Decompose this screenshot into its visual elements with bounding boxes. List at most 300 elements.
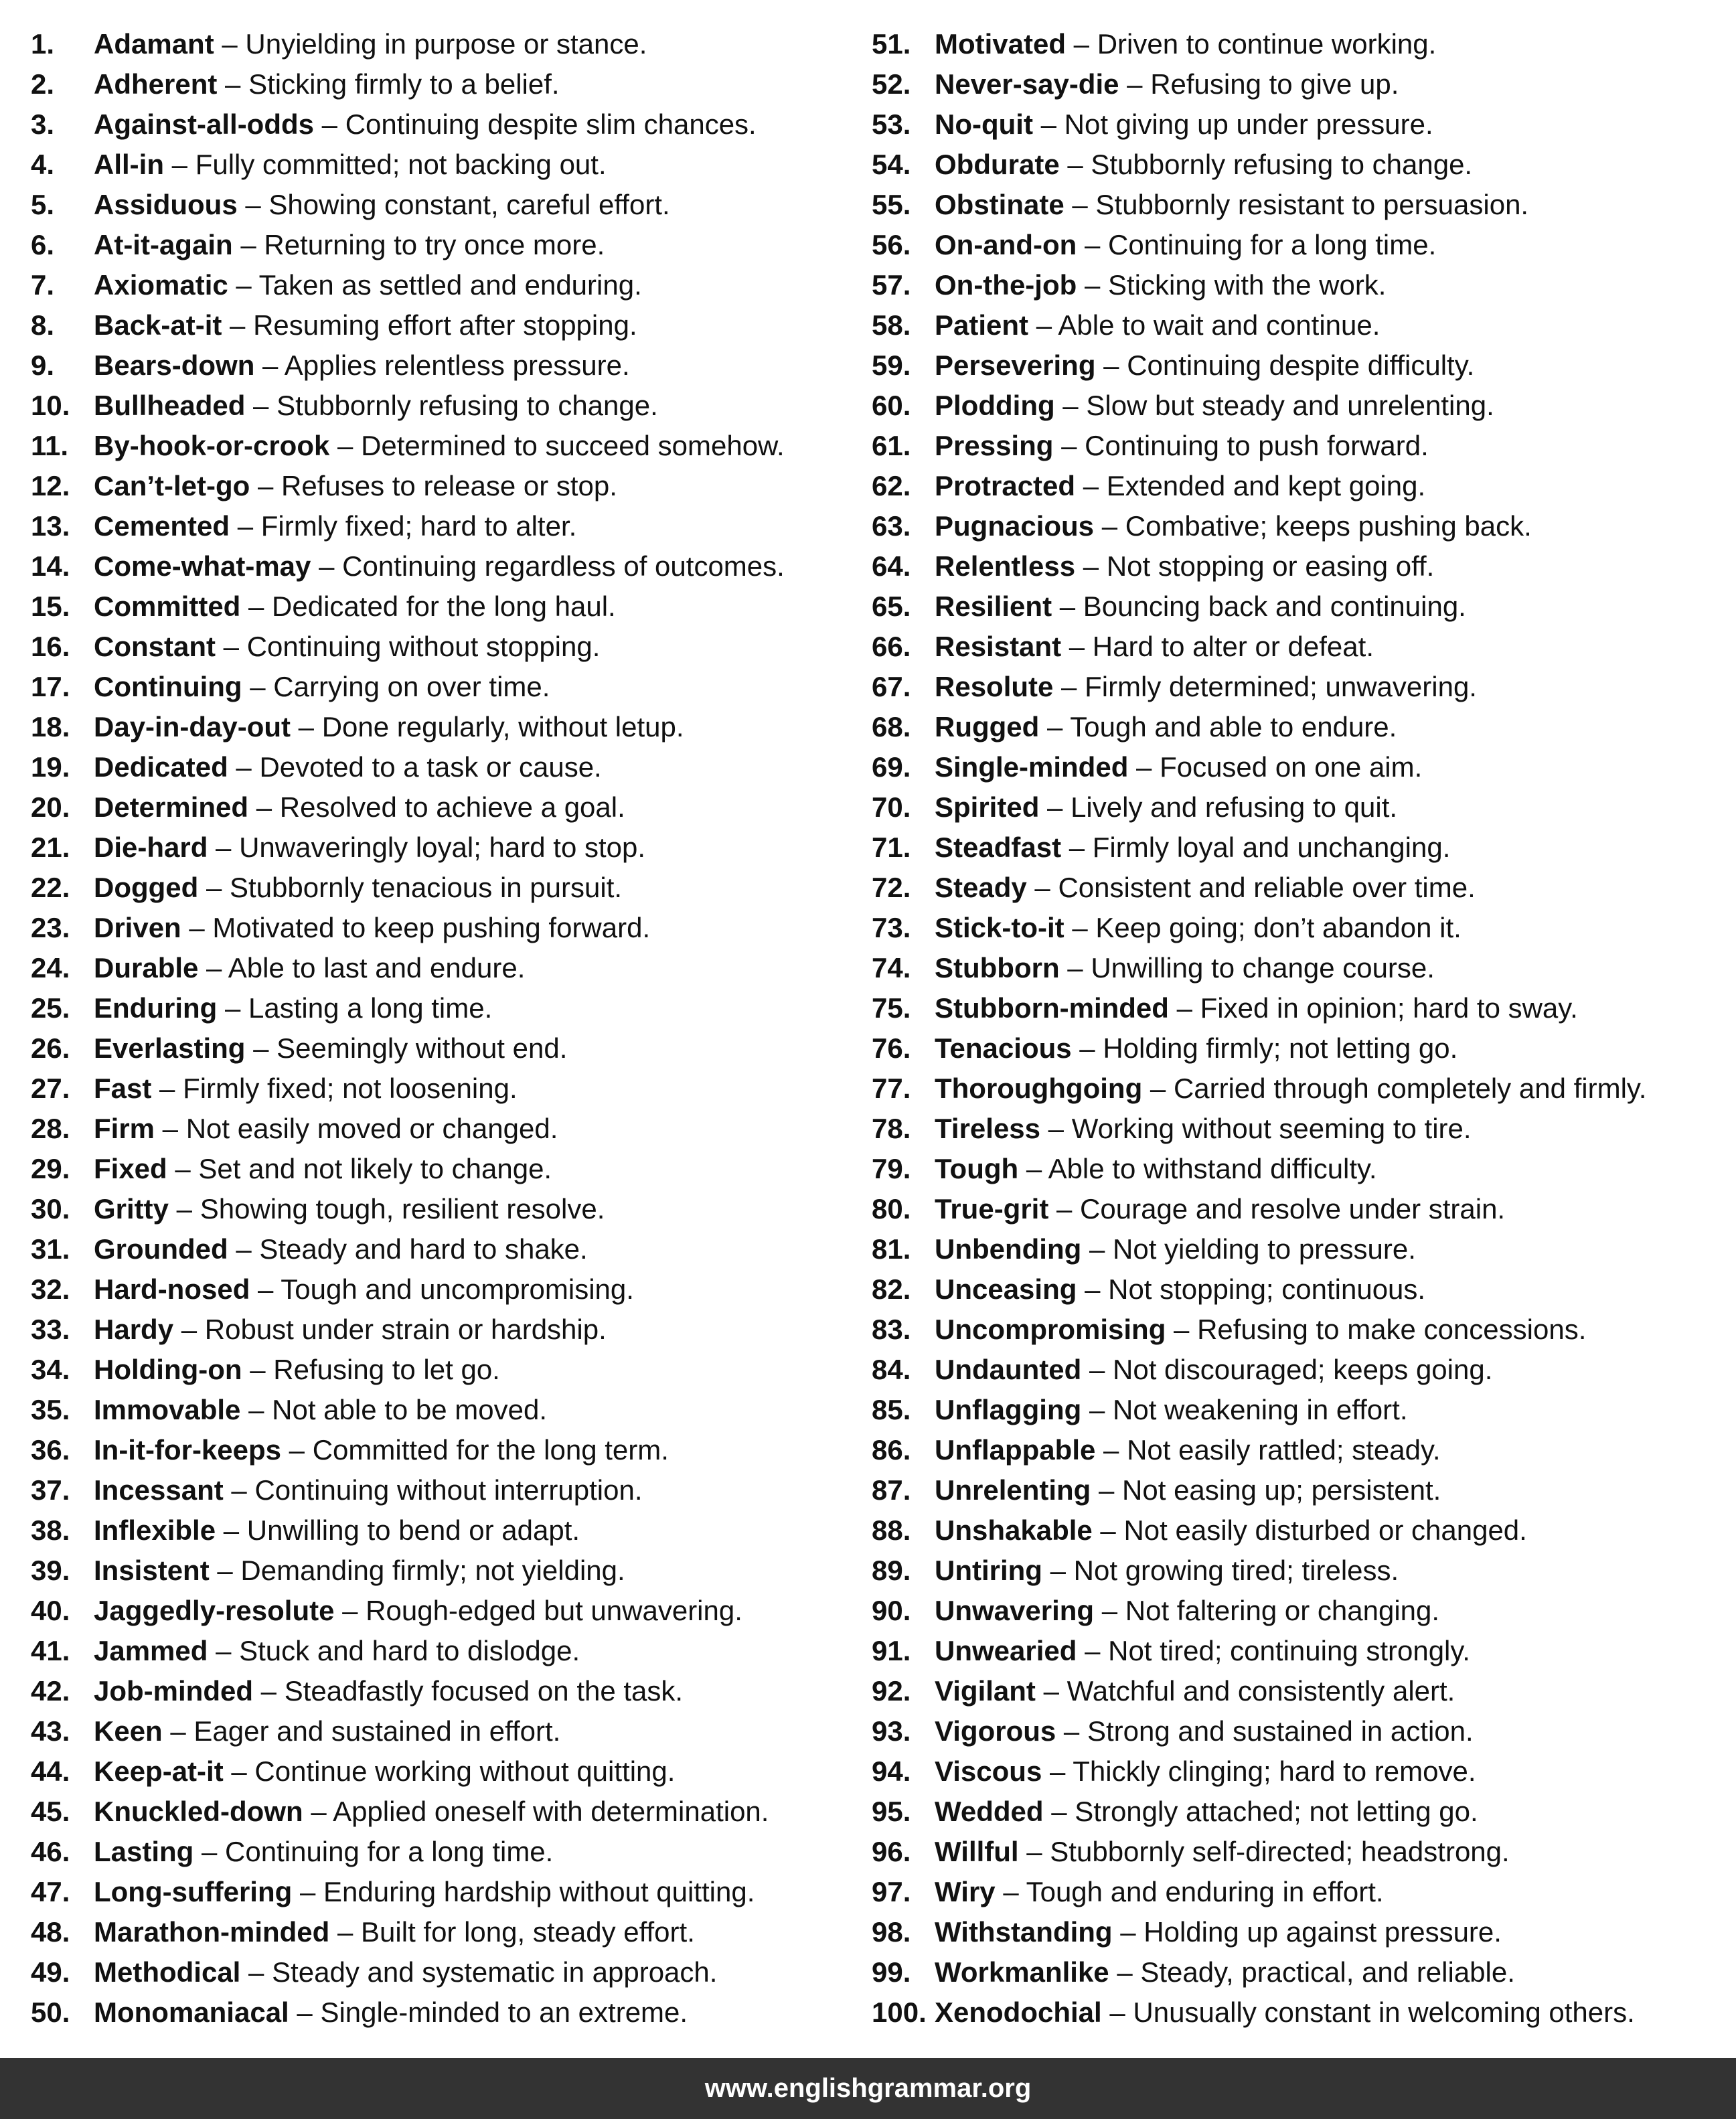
item-text xyxy=(94,586,616,627)
item-text xyxy=(94,265,642,305)
footer-bar xyxy=(0,2058,1736,2119)
item-number: 24. xyxy=(31,952,70,984)
item-text xyxy=(94,104,757,145)
item-text xyxy=(94,1671,683,1711)
item-word: Stick-to-it xyxy=(935,912,1064,943)
item-text xyxy=(94,546,785,586)
item-number: 15. xyxy=(31,591,70,622)
list-item xyxy=(872,787,1729,828)
item-word: Obstinate xyxy=(935,189,1064,220)
item-separator: – xyxy=(1075,470,1107,501)
list-item xyxy=(872,1470,1729,1510)
item-separator: – xyxy=(1056,1715,1087,1747)
item-word: Unwearied xyxy=(935,1635,1077,1666)
item-text xyxy=(935,1269,1425,1310)
item-number: 35. xyxy=(31,1394,70,1425)
item-definition: Firmly determined; unwavering. xyxy=(1085,671,1477,702)
item-number: 83. xyxy=(872,1314,911,1345)
item-word: Patient xyxy=(935,309,1029,341)
item-number: 4. xyxy=(31,149,55,180)
item-number: 29. xyxy=(31,1153,70,1184)
item-text xyxy=(935,24,1436,64)
item-word: Enduring xyxy=(94,992,218,1024)
item-definition: Applies relentless pressure. xyxy=(284,349,630,381)
item-number: 64. xyxy=(872,550,911,582)
item-number: 75. xyxy=(872,992,911,1024)
item-definition: Not faltering or changing. xyxy=(1125,1595,1440,1626)
item-separator: – xyxy=(1081,1233,1113,1265)
item-text xyxy=(935,1591,1439,1631)
list-item xyxy=(872,667,1729,707)
item-separator: – xyxy=(1081,1354,1113,1385)
item-word: Workmanlike xyxy=(935,1956,1109,1988)
item-definition: Seemingly without end. xyxy=(277,1032,568,1064)
item-word: Steady xyxy=(935,872,1027,903)
item-word: Adamant xyxy=(94,28,214,60)
item-separator: – xyxy=(1119,68,1151,100)
item-number: 11. xyxy=(31,430,69,461)
item-definition: Not stopping; continuous. xyxy=(1108,1273,1426,1305)
item-definition: Slow but steady and unrelenting. xyxy=(1086,390,1494,421)
item-separator: – xyxy=(245,1032,277,1064)
item-number: 69. xyxy=(872,751,911,783)
item-word: Pressing xyxy=(935,430,1054,461)
item-text xyxy=(935,185,1528,225)
list-item xyxy=(31,1189,861,1229)
item-separator: – xyxy=(995,1876,1026,1907)
item-word: Fixed xyxy=(94,1153,167,1184)
item-definition: Stubbornly refusing to change. xyxy=(1091,149,1473,180)
word-list-right-column xyxy=(872,24,1729,2033)
item-text xyxy=(94,948,525,988)
list-item xyxy=(872,828,1729,868)
item-separator: – xyxy=(242,1354,274,1385)
item-word: Durable xyxy=(94,952,199,984)
item-separator: – xyxy=(216,1514,247,1546)
item-text xyxy=(935,145,1472,185)
item-number: 92. xyxy=(872,1675,911,1707)
item-number: 39. xyxy=(31,1555,70,1586)
item-separator: – xyxy=(228,1233,260,1265)
item-word: Spirited xyxy=(935,791,1040,823)
item-separator: – xyxy=(1061,631,1093,662)
item-text xyxy=(935,627,1374,667)
item-separator: – xyxy=(193,1836,226,1867)
item-text xyxy=(94,1109,558,1149)
item-word: Adherent xyxy=(94,68,218,100)
item-definition: Committed for the long term. xyxy=(312,1434,669,1466)
item-definition: Lasting a long time. xyxy=(248,992,493,1024)
item-definition: Holding up against pressure. xyxy=(1143,1916,1502,1948)
item-word: Withstanding xyxy=(935,1916,1113,1948)
item-definition: Continue working without quitting. xyxy=(254,1755,676,1787)
item-word: Stubborn xyxy=(935,952,1060,984)
item-definition: Not tired; continuing strongly. xyxy=(1108,1635,1470,1666)
item-number: 25. xyxy=(31,992,70,1024)
item-separator: – xyxy=(214,28,246,60)
item-separator: – xyxy=(237,189,269,220)
item-text xyxy=(935,586,1466,627)
item-number: 73. xyxy=(872,912,911,943)
list-item xyxy=(872,345,1729,386)
item-word: Resistant xyxy=(935,631,1062,662)
item-word: Obdurate xyxy=(935,149,1060,180)
item-text xyxy=(94,24,647,64)
item-text xyxy=(935,948,1435,988)
item-text xyxy=(94,1510,580,1551)
item-definition: Determined to succeed somehow. xyxy=(361,430,785,461)
list-item xyxy=(872,988,1729,1028)
list-item xyxy=(31,24,861,64)
item-separator: – xyxy=(1094,1595,1125,1626)
item-number: 41. xyxy=(31,1635,70,1666)
item-definition: Not easily disturbed or changed. xyxy=(1123,1514,1527,1546)
item-number: 60. xyxy=(872,390,911,421)
item-number: 19. xyxy=(31,751,70,783)
item-word: Cemented xyxy=(94,510,230,542)
item-separator: – xyxy=(222,309,254,341)
item-text xyxy=(94,64,560,104)
item-number: 3. xyxy=(31,108,55,140)
list-item xyxy=(31,1069,861,1109)
item-definition: Holding firmly; not letting go. xyxy=(1103,1032,1458,1064)
item-text xyxy=(935,1189,1505,1229)
item-separator: – xyxy=(163,149,195,180)
item-word: Uncompromising xyxy=(935,1314,1166,1345)
item-word: Unflagging xyxy=(935,1394,1082,1425)
item-text xyxy=(935,1671,1455,1711)
item-separator: – xyxy=(1042,1755,1073,1787)
item-text xyxy=(94,185,670,225)
item-text xyxy=(935,1350,1492,1390)
item-word: In-it-for-keeps xyxy=(94,1434,282,1466)
item-number: 84. xyxy=(872,1354,911,1385)
item-definition: Tough and able to endure. xyxy=(1070,711,1397,742)
item-text xyxy=(935,908,1462,948)
list-item xyxy=(31,1310,861,1350)
item-word: Wedded xyxy=(935,1796,1044,1827)
item-number: 6. xyxy=(31,229,55,260)
item-text xyxy=(94,1229,588,1269)
item-number: 23. xyxy=(31,912,70,943)
item-number: 97. xyxy=(872,1876,911,1907)
item-separator: – xyxy=(1071,1032,1103,1064)
list-item xyxy=(872,1350,1729,1390)
item-text xyxy=(935,1631,1470,1671)
item-definition: Carried through completely and firmly. xyxy=(1173,1073,1647,1104)
list-item xyxy=(31,426,861,466)
item-definition: Not easily moved or changed. xyxy=(185,1113,558,1144)
item-definition: Continuing regardless of outcomes. xyxy=(342,550,785,582)
item-separator: – xyxy=(1043,1796,1075,1827)
item-number: 98. xyxy=(872,1916,911,1948)
item-separator: – xyxy=(208,1635,240,1666)
item-definition: Firmly loyal and unchanging. xyxy=(1092,832,1451,863)
item-text xyxy=(94,506,576,546)
item-definition: Tough and uncompromising. xyxy=(281,1273,634,1305)
item-separator: – xyxy=(1095,1434,1127,1466)
item-text xyxy=(94,1992,688,2033)
item-separator: – xyxy=(1048,1193,1081,1225)
item-number: 93. xyxy=(872,1715,911,1747)
item-definition: Robust under strain or hardship. xyxy=(204,1314,607,1345)
item-number: 34. xyxy=(31,1354,70,1385)
item-number: 28. xyxy=(31,1113,70,1144)
item-number: 94. xyxy=(872,1755,911,1787)
list-item xyxy=(31,1028,861,1069)
item-definition: Fully committed; not backing out. xyxy=(195,149,607,180)
list-item xyxy=(872,908,1729,948)
item-number: 45. xyxy=(31,1796,70,1827)
item-word: Keep-at-it xyxy=(94,1755,224,1787)
item-text xyxy=(935,1229,1416,1269)
item-word: Thoroughgoing xyxy=(935,1073,1143,1104)
item-definition: Showing constant, careful effort. xyxy=(268,189,670,220)
item-text xyxy=(935,426,1429,466)
item-word: Continuing xyxy=(94,671,242,702)
item-word: Day-in-day-out xyxy=(94,711,291,742)
item-number: 55. xyxy=(872,189,911,220)
list-item xyxy=(31,1269,861,1310)
item-text xyxy=(94,1269,634,1310)
item-text xyxy=(935,1711,1474,1751)
item-separator: – xyxy=(223,1755,255,1787)
item-separator: – xyxy=(334,1595,366,1626)
item-number: 70. xyxy=(872,791,911,823)
item-text xyxy=(935,1149,1377,1189)
item-definition: Not able to be moved. xyxy=(272,1394,548,1425)
item-text xyxy=(935,1751,1476,1792)
list-item xyxy=(872,1912,1729,1952)
item-separator: – xyxy=(1077,229,1108,260)
item-text xyxy=(935,506,1532,546)
item-definition: Sticking with the work. xyxy=(1107,269,1387,301)
item-number: 46. xyxy=(31,1836,70,1867)
item-number: 10. xyxy=(31,390,70,421)
item-definition: Firmly fixed; not loosening. xyxy=(183,1073,518,1104)
item-separator: – xyxy=(1128,751,1160,783)
item-word: Unshakable xyxy=(935,1514,1093,1546)
list-item xyxy=(872,1751,1729,1792)
item-separator: – xyxy=(329,1916,362,1948)
item-definition: Rough-edged but unwavering. xyxy=(366,1595,742,1626)
item-word: Die-hard xyxy=(94,832,208,863)
item-separator: – xyxy=(1042,1555,1074,1586)
list-item xyxy=(872,586,1729,627)
item-definition: Stubbornly self-directed; headstrong. xyxy=(1050,1836,1510,1867)
list-item xyxy=(872,1551,1729,1591)
item-word: Wiry xyxy=(935,1876,996,1907)
list-item xyxy=(31,104,861,145)
item-separator: – xyxy=(1092,1514,1124,1546)
item-text xyxy=(94,1430,669,1470)
item-definition: Unwilling to change course. xyxy=(1091,952,1435,984)
list-item xyxy=(872,265,1729,305)
item-number: 95. xyxy=(872,1796,911,1827)
list-item xyxy=(31,185,861,225)
item-separator: – xyxy=(311,550,343,582)
item-word: Dedicated xyxy=(94,751,228,783)
item-separator: – xyxy=(181,912,213,943)
list-item xyxy=(31,988,861,1028)
list-item xyxy=(872,104,1729,145)
item-word: Vigilant xyxy=(935,1675,1036,1707)
list-item xyxy=(31,1952,861,1992)
item-word: All-in xyxy=(94,149,164,180)
item-word: Dogged xyxy=(94,872,199,903)
item-number: 49. xyxy=(31,1956,70,1988)
item-definition: Applied oneself with determination. xyxy=(333,1796,769,1827)
list-item xyxy=(31,707,861,747)
item-separator: – xyxy=(1035,1675,1067,1707)
list-item xyxy=(31,1631,861,1671)
item-word: Committed xyxy=(94,591,241,622)
item-separator: – xyxy=(1059,952,1091,984)
item-text xyxy=(935,546,1434,586)
item-text xyxy=(94,747,602,787)
item-text xyxy=(94,1551,625,1591)
item-definition: Steady and systematic in approach. xyxy=(272,1956,718,1988)
item-separator: – xyxy=(198,952,228,984)
item-separator: – xyxy=(314,108,345,140)
item-word: Jaggedly-resolute xyxy=(94,1595,335,1626)
item-text xyxy=(94,1069,518,1109)
item-word: Holding-on xyxy=(94,1354,242,1385)
item-number: 16. xyxy=(31,631,70,662)
item-number: 59. xyxy=(872,349,911,381)
item-definition: Devoted to a task or cause. xyxy=(259,751,602,783)
item-word: Grounded xyxy=(94,1233,228,1265)
list-item xyxy=(31,627,861,667)
item-number: 18. xyxy=(31,711,70,742)
item-number: 9. xyxy=(31,349,55,381)
item-separator: – xyxy=(1101,1996,1133,2028)
item-number: 7. xyxy=(31,269,55,301)
item-separator: – xyxy=(240,1394,272,1425)
list-item xyxy=(31,1671,861,1711)
item-separator: – xyxy=(292,1876,323,1907)
item-word: Viscous xyxy=(935,1755,1042,1787)
item-word: Hardy xyxy=(94,1314,174,1345)
item-definition: Continuing for a long time. xyxy=(1107,229,1437,260)
list-item xyxy=(872,1952,1729,1992)
list-item xyxy=(872,1109,1729,1149)
list-item xyxy=(872,1792,1729,1832)
item-word: Fast xyxy=(94,1073,152,1104)
list-item xyxy=(872,1229,1729,1269)
item-text xyxy=(935,1109,1472,1149)
item-separator: – xyxy=(155,1113,186,1144)
list-item xyxy=(872,305,1729,345)
item-separator: – xyxy=(1077,269,1108,301)
item-text xyxy=(94,1591,742,1631)
item-word: Stubborn-minded xyxy=(935,992,1169,1024)
item-separator: – xyxy=(1075,550,1107,582)
item-number: 63. xyxy=(872,510,911,542)
item-number: 40. xyxy=(31,1595,70,1626)
list-item xyxy=(872,707,1729,747)
item-word: Resilient xyxy=(935,591,1052,622)
list-item xyxy=(872,1430,1729,1470)
item-number: 80. xyxy=(872,1193,911,1225)
item-text xyxy=(94,908,650,948)
item-text xyxy=(935,1470,1441,1510)
item-word: Resolute xyxy=(935,671,1054,702)
item-word: Determined xyxy=(94,791,249,823)
list-item xyxy=(31,506,861,546)
item-word: Everlasting xyxy=(94,1032,246,1064)
item-word: On-and-on xyxy=(935,229,1077,260)
item-separator: – xyxy=(173,1314,205,1345)
item-separator: – xyxy=(240,591,272,622)
item-word: Marathon-minded xyxy=(94,1916,330,1948)
list-item xyxy=(872,1832,1729,1872)
item-definition: Demanding firmly; not yielding. xyxy=(240,1555,625,1586)
item-text xyxy=(94,1832,553,1872)
item-separator: – xyxy=(329,430,362,461)
item-word: Xenodochial xyxy=(935,1996,1102,2028)
item-definition: Resolved to achieve a goal. xyxy=(279,791,625,823)
item-definition: Not yielding to pressure. xyxy=(1113,1233,1416,1265)
item-word: Plodding xyxy=(935,390,1055,421)
item-number: 91. xyxy=(872,1635,911,1666)
item-number: 56. xyxy=(872,229,911,260)
item-text xyxy=(935,466,1425,506)
item-definition: Able to withstand difficulty. xyxy=(1048,1153,1377,1184)
item-separator: – xyxy=(1059,149,1091,180)
item-text xyxy=(935,667,1477,707)
list-item xyxy=(31,305,861,345)
item-number: 71. xyxy=(872,832,911,863)
item-definition: Showing tough, resilient resolve. xyxy=(200,1193,605,1225)
item-separator: – xyxy=(1081,1394,1113,1425)
item-number: 79. xyxy=(872,1153,911,1184)
item-text xyxy=(935,1792,1478,1832)
item-number: 66. xyxy=(872,631,911,662)
item-word: Constant xyxy=(94,631,216,662)
item-text xyxy=(94,868,622,908)
item-text xyxy=(94,1912,695,1952)
item-definition: Steady, practical, and reliable. xyxy=(1140,1956,1515,1988)
item-separator: – xyxy=(281,1434,313,1466)
list-item xyxy=(31,868,861,908)
item-word: Jammed xyxy=(94,1635,208,1666)
item-number: 85. xyxy=(872,1394,911,1425)
item-definition: Focused on one aim. xyxy=(1160,751,1423,783)
item-definition: Strong and sustained in action. xyxy=(1087,1715,1474,1747)
item-separator: – xyxy=(1018,1153,1048,1184)
item-separator: – xyxy=(1028,309,1058,341)
item-definition: Refusing to give up. xyxy=(1150,68,1399,100)
item-number: 62. xyxy=(872,470,911,501)
item-word: Unflappable xyxy=(935,1434,1096,1466)
item-text xyxy=(94,1751,675,1792)
item-definition: Continuing despite slim chances. xyxy=(345,108,757,140)
item-text xyxy=(94,1631,580,1671)
item-separator: – xyxy=(242,671,274,702)
item-text xyxy=(94,1952,717,1992)
item-number: 12. xyxy=(31,470,70,501)
item-definition: Watchful and consistently alert. xyxy=(1067,1675,1455,1707)
list-item xyxy=(872,1149,1729,1189)
item-number: 88. xyxy=(872,1514,911,1546)
list-item xyxy=(31,1510,861,1551)
item-text xyxy=(94,1149,552,1189)
item-text xyxy=(935,1510,1527,1551)
list-item xyxy=(31,908,861,948)
item-text xyxy=(94,466,617,506)
item-separator: – xyxy=(1039,711,1071,742)
